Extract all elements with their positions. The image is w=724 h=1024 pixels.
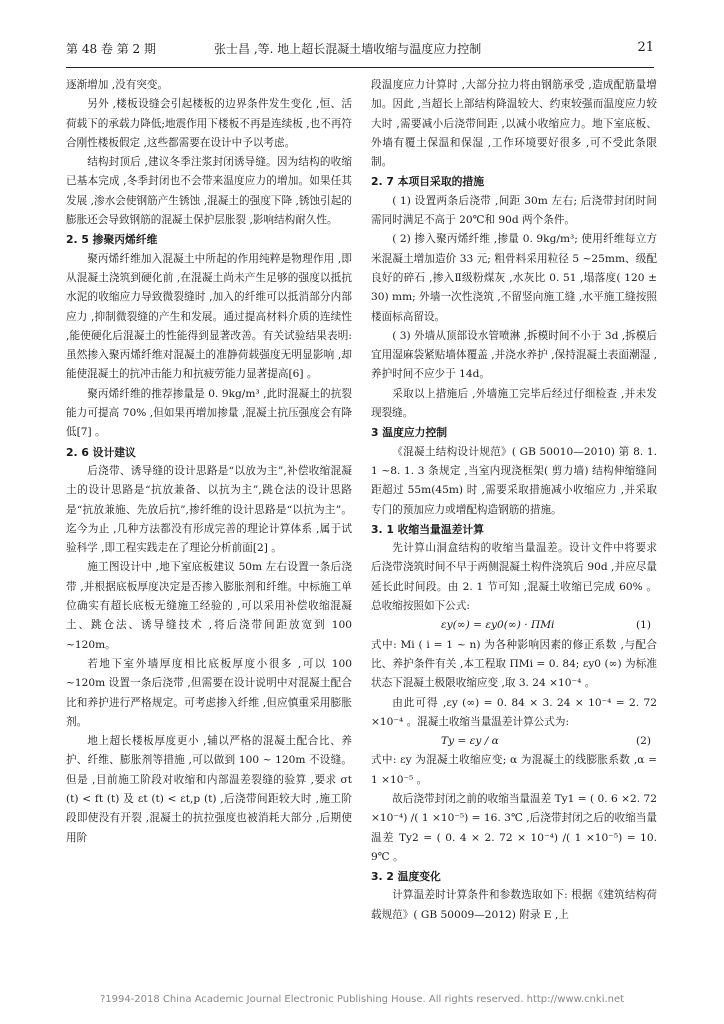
- paragraph: 地上超长楼板厚度更小 ,辅以严格的混凝土配合比、养护、纤维、膨胀剂等措施 ,可以做到 100 ~ 120m 不设缝。但是 ,目前施工阶段对收缩和内部温差裂缝的验算 ,要求 σt (t) < ft (t) 及 εt (t) < εt,p (t) ,后浇带间距较大时 ,施工阶段即使没有开裂 ,混凝土的抗拉强度也被消耗大部分 ,后期使用阶: [66, 735, 352, 844]
- equation-number: (1): [635, 619, 651, 632]
- paragraph: 故后浇带封闭之前的收缩当量温差 Ty1 = ( 0. 6 ×2. 72 ×10⁻⁴) /( 1 ×10⁻⁵) = 16. 3℃ ,后浇带封闭之后的收缩当量温差 Ty2 = ( 0. 4 × 2. 72 × 10⁻⁴) /( 1 ×10⁻⁵) = 10. 9℃ 。: [371, 792, 657, 863]
- section-heading: 3. 2 温度变化: [371, 870, 441, 884]
- running-title: 张士昌 ,等. 地上超长混凝土墙收缩与温度应力控制: [214, 42, 482, 56]
- page-number: 21: [637, 40, 654, 55]
- equation-2: [371, 732, 657, 751]
- paragraph: 逐渐增加 ,没有突变。: [66, 79, 169, 91]
- left-column: [66, 76, 352, 848]
- equation-number: (2): [635, 735, 651, 748]
- equation-body: Ty = εy / α: [441, 735, 499, 748]
- paragraph: 式中: Mi ( i = 1 ~ n) 为各种影响因素的修正系数 ,与配合比、养护条件有关 ,本工程取 ΠMi = 0. 84; εy0 (∞) 为标准状态下混凝土极限收缩应变 ,取 3. 24 ×10⁻⁴ 。: [371, 638, 657, 690]
- paragraph: 先计算山洞盒结构的收缩当量温差。设计文件中将要求后浇带浇筑时间不早于两侧混凝土构件浇筑后 90d ,并应尽量延长此时间段。由 2. 1 节可知 ,混凝土收缩已完成 60% 。总收缩按照如下公式:: [371, 542, 657, 613]
- paragraph: 聚丙烯纤维加入混凝土中所起的作用纯粹是物理作用 ,即从混凝土浇筑到硬化前 ,在混凝土尚未产生足够的强度以抵抗水泥的收缩应力导致微裂缝时 ,加入的纤维可以抵消部分内部应力 ,抑制微裂缝的产生和发展。通过提高材料介质的连续性 ,能使硬化后混凝土的性能得到显著改善。有关试验结果表明: 虽然掺入聚丙烯纤维对混凝土的准静荷载强度无明显影响 ,却能使混凝土的抗冲击能力和抗疲劳能力显著提高[6] 。: [66, 252, 352, 381]
- paragraph: 若地下室外墙厚度相比底板厚度小很多 ,可以 100 ~120m 设置一条后浇带 ,但需要在设计说明中对混凝土配合比和养护进行严格规定。可考虑掺入纤维 ,但应慎重采用膨胀剂。: [66, 657, 352, 728]
- section-heading: 3 温度应力控制: [371, 426, 448, 440]
- equation-body: εy(∞) = εy0(∞) · ΠMi: [441, 619, 555, 632]
- section-heading: 2. 7 本项目采取的措施: [371, 175, 485, 189]
- section-heading: 2. 6 设计建议: [66, 445, 136, 459]
- copyright-footer: ?1994-2018 China Academic Journal Electronic Publishing House. All rights reserved. http://www.cnki.net: [99, 994, 625, 1005]
- paragraph: 段温度应力计算时 ,大部分拉力将由钢筋承受 ,造成配筋量增加。因此 ,当超长上部结构降温较大、约束较强而温度应力较大时 ,需要减小后浇带间距 ,以减小收缩应力。地下室底板、外墙有覆土保温和保湿 ,工作环境要好很多 ,可不受此条限制。: [371, 79, 657, 169]
- paragraph: ( 2) 掺入聚丙烯纤维 ,掺量 0. 9kg/m³; 使用纤维每立方米混凝土增加造价 33 元; 粗骨料采用粒径 5 ~25mm、级配良好的碎石 ,掺入Ⅱ级粉煤灰 ,水灰比 0. 51 ,塌落度( 120 ± 30) mm; 外墙一次性浇筑 ,不留竖向施工缝 ,水平施工缝按照楼面标高留设。: [371, 233, 657, 323]
- paragraph: 聚丙烯纤维的推荐掺量是 0. 9kg/m³ ,此时混凝土的抗裂能力可提高 70% ,但如果再增加掺量 ,混凝土抗压强度会有降低[7] 。: [66, 387, 352, 439]
- paragraph: 《混凝土结构设计规范》( GB 50010—2010) 第 8. 1. 1 ~8. 1. 3 条规定 ,当室内现浇框架( 剪力墙) 结构伸缩缝间距超过 55m(45m) 时 ,需要采取措施减小收缩应力 ,并采取专门的预加应力或增配构造钢筋的措施。: [371, 445, 657, 516]
- paragraph: ( 1) 设置两条后浇带 ,间距 30m 左右; 后浇带封闭时间需同时满足不高于 20℃和 90d 两个条件。: [371, 194, 657, 227]
- paragraph: 采取以上措施后 ,外墙施工完毕后经过仔细检查 ,并未发现裂缝。: [371, 387, 657, 420]
- paragraph: 结构封顶后 ,建议冬季注浆封闭诱导缝。因为结构的收缩已基本完成 ,冬季封闭也不会带来温度应力的增加。如果任其发展 ,渗水会使钢筋产生锈蚀 ,混凝土的强度下降 ,锈蚀引起的膨胀还会导致钢筋的混凝土保护层胀裂 ,影响结构耐久性。: [66, 156, 352, 227]
- paragraph: 由此可得 ,εy (∞) = 0. 84 × 3. 24 × 10⁻⁴ = 2. 72 ×10⁻⁴ 。混凝土收缩当量温差计算公式为:: [371, 696, 657, 728]
- paragraph: 计算温差时计算条件和参数选取如下: 根据《建筑结构荷载规范》( GB 50009—2012) 附录 E ,上: [371, 889, 657, 921]
- equation-1: [371, 616, 657, 635]
- paragraph: 后浇带、诱导缝的设计思路是“以放为主”,补偿收缩混凝土的设计思路是“抗放兼备、以抗为主”,跳仓法的设计思路是“抗放兼施、先放后抗”,掺纤维的设计思路是“以抗为主”。迄今为止 ,几种方法都没有形成完善的理论计算体系 ,属于试验科学 ,即工程实践走在了理论分析前面[2] 。: [66, 464, 352, 555]
- paragraph: 另外 ,楼板设缝会引起楼板的边界条件发生变化 ,恒、活荷载下的承载力降低;地震作用下楼板不再是连续板 ,也不再符合刚性楼板假定 ,这些都需要在设计中予以考虑。: [66, 98, 352, 149]
- paragraph: ( 3) 外墙从顶部设水管喷淋 ,拆模时间不小于 3d ,拆模后宜用湿麻袋紧贴墙体覆盖 ,并浇水养护 ,保持混凝土表面潮湿 ,养护时间不应少于 14d。: [371, 329, 657, 381]
- page-header: [66, 28, 654, 68]
- paragraph: 式中: εy 为混凝土收缩应变; α 为混凝土的线膨胀系数 ,α = 1 ×10⁻⁵ 。: [371, 754, 657, 786]
- section-heading: 2. 5 掺聚丙烯纤维: [66, 233, 158, 247]
- right-column: [371, 76, 657, 925]
- header-rule: [66, 67, 654, 68]
- paragraph: 施工图设计中 ,地下室底板建议 50m 左右设置一条后浇带 ,并根据底板厚度决定是否掺入膨胀剂和纤维。中标施工单位确实有超长底板无缝施工经验的 ,可以采用补偿收缩混凝土、跳仓法、诱导缝技术 ,将后浇带间距放宽到 100 ~120m。: [66, 561, 352, 651]
- journal-volume: 第 48 卷 第 2 期: [66, 42, 156, 56]
- section-heading: 3. 1 收缩当量温差计算: [371, 522, 485, 536]
